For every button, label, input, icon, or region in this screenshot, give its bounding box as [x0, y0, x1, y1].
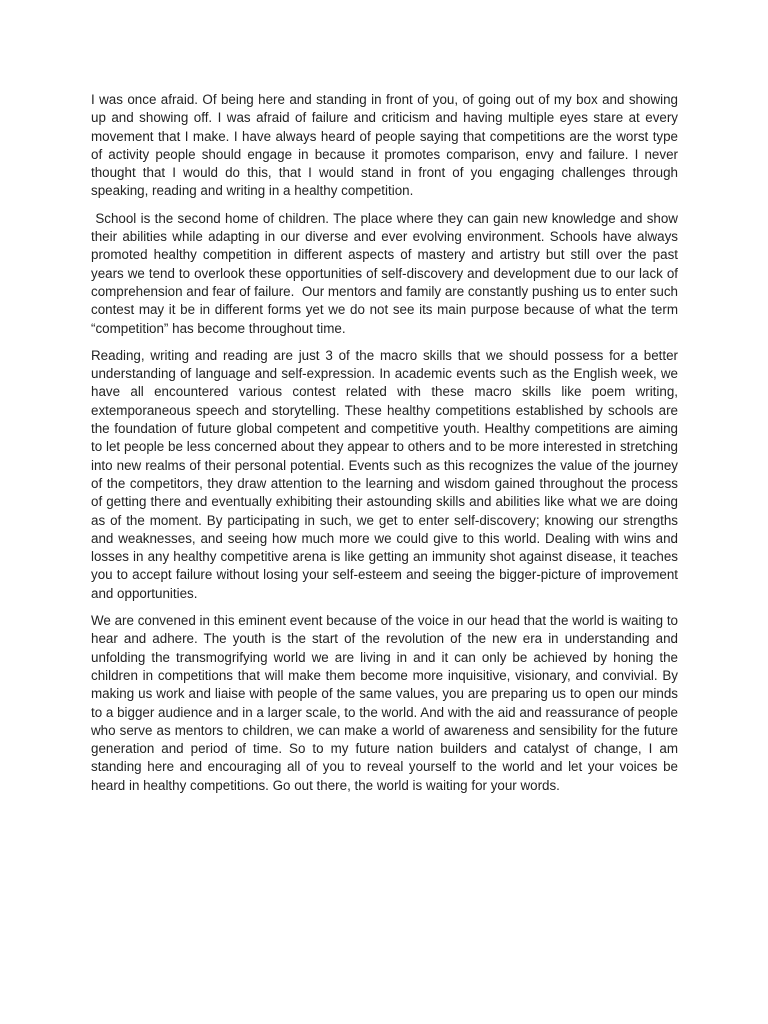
paragraph-1: I was once afraid. Of being here and standing in front of you, of going out of my box and showing up and showing off. I was afraid of failure and criticism and having multiple eyes stare at every movement that I make. I have always heard of people saying that competitions are the worst type of activity people should engage in because it promotes comparison, envy and failure. I never thought that I would do this, that I would stand in front of you engaging challenges through speaking, reading and writing in a healthy competition.: [91, 92, 682, 199]
paragraph-2: School is the second home of children. The place where they can gain new knowledge and show their abilities while adapting in our diverse and ever evolving environment. Schools have always promoted healthy competition in different aspects of mastery and artistry but still over the past years we tend to overlook these opportunities of self-discovery and development due to our lack of comprehension and fear of failure. Our mentors and family are constantly pushing us to enter such contest may it be in different forms yet we do not see its main purpose because of what the term “competition” has become throughout time.: [91, 210, 682, 336]
paragraph-4: We are convened in this eminent event because of the voice in our head that the world is waiting to hear and adhere. The youth is the start of the revolution of the new era in understanding and unfolding the transmogrifying world we are living in and it can only be achieved by honing the children in competitions that will make them become more inquisitive, visionary, and convivial. By making us work and liaise with people of the same values, you are preparing us to open our minds to a bigger audience and in a larger scale, to the world. And with the aid and reassurance of people who serve as mentors to children, we can make a world of awareness and sensibility for the future generation and period of time. So to my future nation builders and catalyst of change, I am standing here and encouraging all of you to reveal yourself to the world and let your voices be heard in healthy competitions. Go out there, the world is waiting for your words.: [91, 613, 682, 793]
paragraph-3: Reading, writing and reading are just 3 of the macro skills that we should possess for a better understanding of language and self-expression. In academic events such as the English week, we have all encountered various contest related with these macro skills like poem writing, extemporaneous speech and storytelling. These healthy competitions established by schools are the foundation of future global competent and competitive youth. Healthy competitions are aiming to let people be less concerned about they appear to others and to be more interested in stretching into new realms of their personal potential. Events such as this recognizes the value of the journey of the competitors, they draw attention to the learning and wisdom gained throughout the process of getting there and eventually exhibiting their astounding skills and abilities like what we are doing as of the moment. By participating in such, we get to enter self-discovery; knowing our strengths and weaknesses, and seeing how much more we could give to this world. Dealing with wins and losses in any healthy competitive arena is like getting an immunity shot against disease, it teaches you to accept failure without losing your self-esteem and seeing the bigger-picture of improvement and opportunities.: [91, 347, 682, 601]
document-body: [91, 91, 682, 804]
